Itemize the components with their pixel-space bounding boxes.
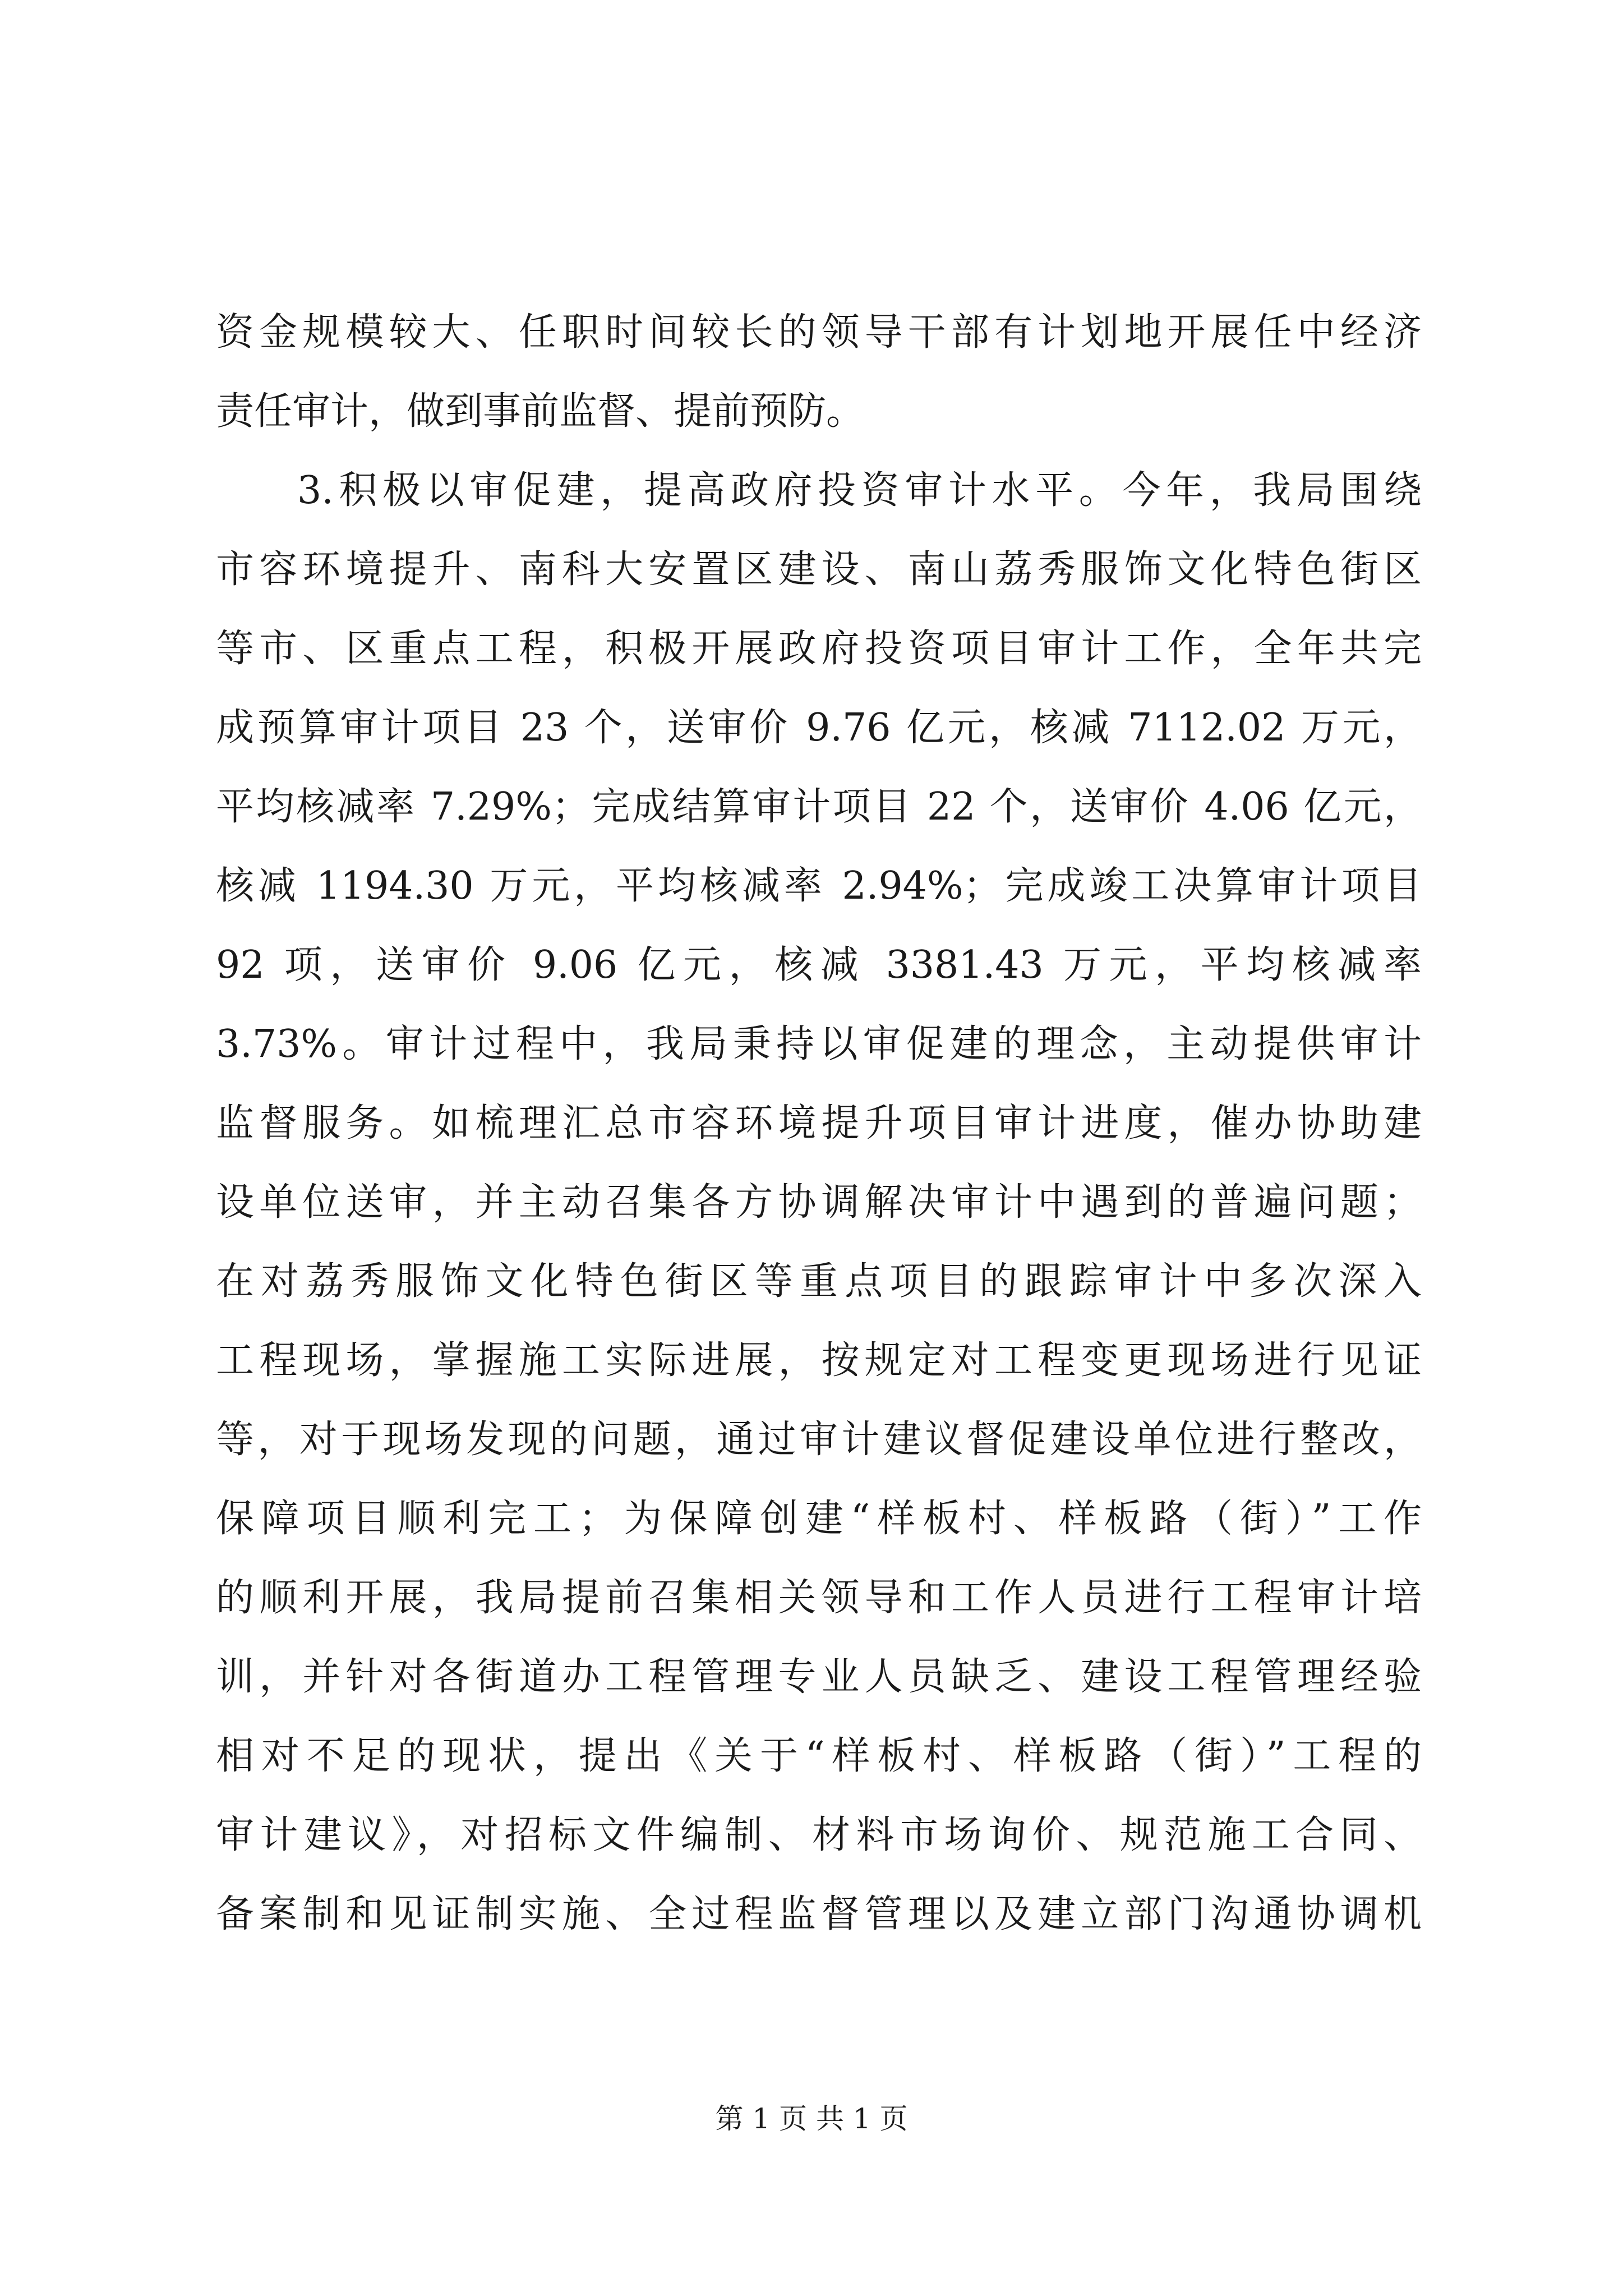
- text-line: 责任审计，做到事前监督、提前预防。: [216, 389, 865, 434]
- text-line: 训，并针对各街道办工程管理专业人员缺乏、建设工程管理经验: [216, 1655, 1422, 1699]
- text-line: 市容环境提升、南科大安置区建设、南山荔秀服饰文化特色街区: [216, 547, 1422, 592]
- body-text: [216, 293, 1422, 1954]
- text-line: 3.积极以审促建，提高政府投资审计水平。今年，我局围绕: [297, 468, 1422, 513]
- text-line: 设单位送审，并主动召集各方协调解决审计中遇到的普遍问题；: [216, 1180, 1422, 1225]
- page-footer: 第 1 页 共 1 页: [715, 2102, 908, 2135]
- text-line: 的顺利开展，我局提前召集相关领导和工作人员进行工程审计培: [216, 1576, 1422, 1620]
- text-line: 审计建议》，对招标文件编制、材料市场询价、规范施工合同、: [216, 1813, 1422, 1857]
- text-line: 等，对于现场发现的问题，通过审计建议督促建设单位进行整改，: [216, 1418, 1422, 1462]
- text-line: 在对荔秀服饰文化特色街区等重点项目的跟踪审计中多次深入: [216, 1259, 1422, 1304]
- text-line: 工程现场，掌握施工实际进展，按规定对工程变更现场进行见证: [216, 1338, 1422, 1383]
- text-line: 核减 1194.30 万元，平均核减率 2.94%；完成竣工决算审计项目: [216, 864, 1422, 908]
- text-line: 保障项目顺利完工；为保障创建“样板村、样板路（街）”工作: [216, 1497, 1422, 1541]
- text-line: 等市、区重点工程，积极开展政府投资项目审计工作，全年共完: [216, 627, 1422, 671]
- text-line: 备案制和见证制实施、全过程监督管理以及建立部门沟通协调机: [216, 1892, 1422, 1936]
- text-line: 资金规模较大、任职时间较长的领导干部有计划地开展任中经济: [216, 310, 1422, 355]
- text-line: 成预算审计项目 23 个，送审价 9.76 亿元，核减 7112.02 万元，: [216, 706, 1422, 750]
- text-line: 3.73%。审计过程中，我局秉持以审促建的理念，主动提供审计: [216, 1022, 1422, 1066]
- text-line: 相对不足的现状，提出《关于“样板村、样板路（街）”工程的: [216, 1734, 1422, 1778]
- text-line: 监督服务。如梳理汇总市容环境提升项目审计进度，催办协助建: [216, 1101, 1422, 1145]
- text-line: 平均核减率 7.29%；完成结算审计项目 22 个，送审价 4.06 亿元，: [216, 785, 1422, 829]
- text-line: 92 项，送审价 9.06 亿元，核减 3381.43 万元，平均核减率: [216, 943, 1422, 987]
